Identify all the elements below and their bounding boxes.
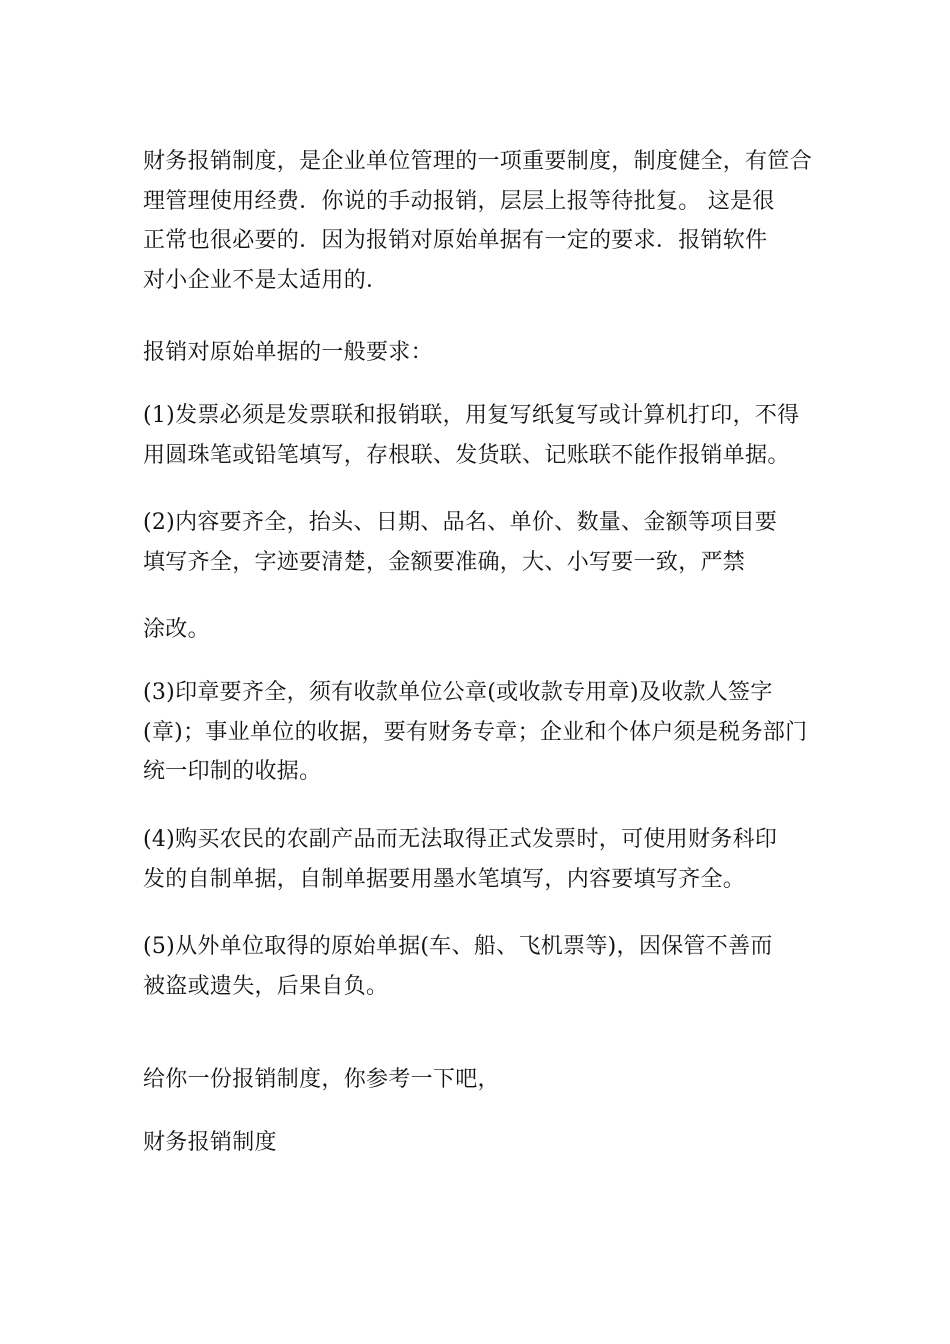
text-line: 填写齐全，字迹要清楚，金额要准确，大、小写要一致，严禁 <box>143 549 746 575</box>
text-line: (4)购买农民的农副产品而无法取得正式发票时，可使用财务科印 <box>143 827 778 852</box>
text-line: 财务报销制度，是企业单位管理的一项重要制度，制度健全，有笸合 <box>143 149 813 174</box>
text-line: (章)；事业单位的收据，要有财务专章；企业和个体户须是税务部门 <box>143 719 808 745</box>
text-line: 对小企业不是太适用的． <box>143 267 389 293</box>
text-line: 理管理使用经费．你说的手动报销，层层上报等待批复。 这是很 <box>143 188 775 214</box>
text-line: 被盗或遗失，后果自负。 <box>143 973 389 999</box>
paragraph-item-2 <box>143 503 811 582</box>
text-line: (5)从外单位取得的原始单据(车、船、飞机票等)，因保管不善而 <box>143 934 773 959</box>
text-line: 发的自制单据，自制单据要用墨水笔填写，内容要填写齐全。 <box>143 866 746 892</box>
paragraph-item-3 <box>143 673 811 792</box>
text-line: 统一印制的收据。 <box>143 759 322 784</box>
text-line: (1)发票必须是发票联和报销联，用复写纸复写或计算机打印，不得 <box>143 403 800 428</box>
paragraph-item-2-continued <box>143 610 811 650</box>
text-line: 用圆珠笔或铅笔填写，存根联、发货联、记账联不能作报销单据。 <box>143 442 790 468</box>
paragraph-requirements-heading <box>143 333 811 373</box>
paragraph-item-1 <box>143 396 811 475</box>
text-line: (2)内容要齐全，抬头、日期、品名、单价、数量、金额等项目要 <box>143 510 778 535</box>
paragraph-intro <box>143 142 811 300</box>
text-line: (3)印章要齐全，须有收款单位公章(或收款专用章)及收款人签字 <box>143 680 773 705</box>
text-line: 报销对原始单据的一般要求： <box>143 340 433 365</box>
paragraph-item-4 <box>143 820 811 899</box>
text-line: 财务报销制度 <box>143 1130 277 1155</box>
text-line: 给你一份报销制度，你参考一下吧， <box>143 1067 500 1092</box>
text-line: 正常也很必要的．因为报销对原始单据有一定的要求．报销软件 <box>143 228 768 253</box>
section-title <box>143 1123 811 1163</box>
paragraph-reference-note <box>143 1060 811 1100</box>
paragraph-item-5 <box>143 927 811 1006</box>
text-line: 涂改。 <box>143 617 210 642</box>
